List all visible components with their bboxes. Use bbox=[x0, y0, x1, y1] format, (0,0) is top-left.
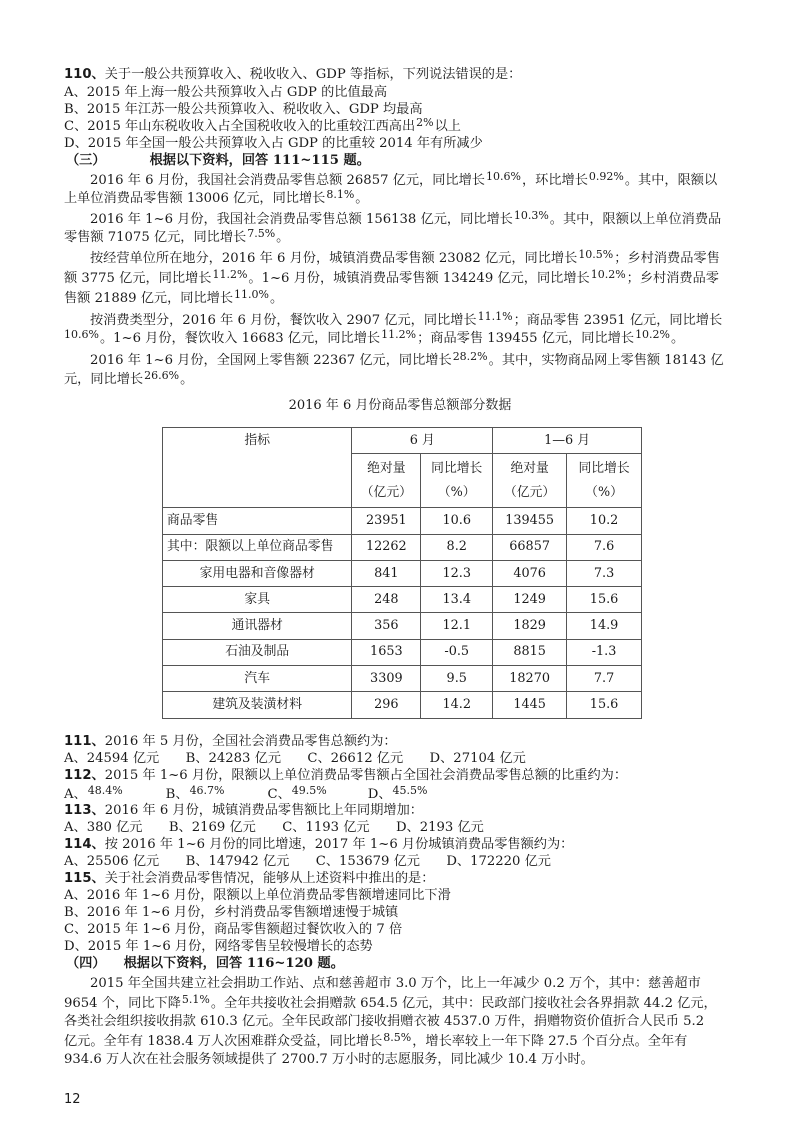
cell-value: 4076 bbox=[493, 560, 567, 586]
growth-value: 7.5% bbox=[247, 227, 276, 240]
row-label: 通讯器材 bbox=[163, 613, 352, 639]
cell-value: 14.9 bbox=[567, 613, 642, 639]
header-growth-jan-june bbox=[567, 454, 642, 508]
row-label: 石油及制品 bbox=[163, 639, 352, 665]
cell-value: 10.6 bbox=[421, 508, 493, 534]
text-segment: 亿元。全年有 1838.4 万人次困难群众受益，同比增长 bbox=[64, 1034, 383, 1049]
table-row bbox=[163, 613, 642, 639]
section3-paragraph-3-line-1 bbox=[90, 250, 720, 268]
section3-paragraph-4-line-2 bbox=[64, 330, 684, 348]
growth-value: 11.0% bbox=[234, 288, 269, 301]
table-row bbox=[163, 587, 642, 613]
text-segment: 2016 年 1~6 月份，我国社会消费品零售总额 156138 亿元，同比增长 bbox=[90, 212, 513, 227]
table-row bbox=[163, 639, 642, 665]
growth-value: 8.1% bbox=[326, 188, 355, 201]
text-segment: 按消费类型分，2016 年 6 月份，餐饮收入 2907 亿元，同比增长 bbox=[90, 313, 477, 328]
text-segment: 。其中，限额以 bbox=[624, 173, 718, 188]
row-label: 家具 bbox=[163, 587, 352, 613]
cell-value: 296 bbox=[352, 692, 421, 718]
q110-option-c-tail: 以上 bbox=[434, 119, 461, 134]
header-growth-june bbox=[421, 454, 493, 508]
text-segment: ；乡村消费品零 bbox=[626, 271, 719, 286]
q114-stem bbox=[64, 836, 573, 854]
cell-value: 356 bbox=[352, 613, 421, 639]
header-june: 6 月 bbox=[352, 428, 493, 454]
header-indicator: 指标 bbox=[163, 428, 352, 508]
section4-title: 根据以下资料，回答 116~120 题。 bbox=[123, 956, 344, 971]
q112-option-c-value: 49.5% bbox=[291, 784, 327, 797]
q112-option-c: C、 bbox=[267, 787, 291, 802]
q111-stem bbox=[64, 733, 397, 751]
q110-number: 110、 bbox=[64, 67, 105, 82]
growth-value: 10.5% bbox=[578, 248, 614, 261]
cell-value: 7.6 bbox=[567, 534, 642, 560]
cell-value: 7.7 bbox=[567, 666, 642, 692]
cell-value: 18270 bbox=[493, 666, 567, 692]
q115-stem bbox=[64, 870, 434, 888]
q112-option-d: D、 bbox=[367, 787, 392, 802]
q114-stem-text: 按 2016 年 1~6 月份的同比增速，2017 年 1~6 月份城镇消费品零售额约为： bbox=[104, 837, 574, 852]
table-row bbox=[163, 692, 642, 718]
table-caption: 2016 年 6 月份商品零售总额部分数据 bbox=[288, 398, 512, 413]
q110-option-c-text: C、2015 年山东税收收入占全国税收收入的比重较江西高出 bbox=[64, 119, 416, 134]
table-row bbox=[163, 508, 642, 534]
growth-value: 0.92% bbox=[588, 170, 624, 183]
q110-option-c bbox=[64, 118, 461, 136]
section4-number: （四） bbox=[66, 956, 106, 971]
row-label: 建筑及装潢材料 bbox=[163, 692, 352, 718]
cell-value: 15.6 bbox=[567, 692, 642, 718]
text-segment: 。 bbox=[180, 372, 194, 387]
text-segment: 2016 年 6 月份，我国社会消费品零售总额 26857 亿元，同比增长 bbox=[90, 173, 485, 188]
growth-value: 5.1% bbox=[181, 993, 210, 1006]
q112-stem bbox=[64, 767, 627, 785]
cell-value: 139455 bbox=[493, 508, 567, 534]
text-segment: 。其中，限额以上单位消费品 bbox=[549, 212, 722, 227]
section4-line-2 bbox=[64, 995, 717, 1013]
cell-value: 1445 bbox=[493, 692, 567, 718]
q114-number: 114、 bbox=[64, 837, 105, 852]
header-unit: （%） bbox=[585, 484, 623, 500]
cell-value: -0.5 bbox=[421, 639, 493, 665]
header-unit: （亿元） bbox=[360, 484, 412, 500]
section3-paragraph-3-line-3 bbox=[64, 290, 283, 308]
row-label: 其中：限额以上单位商品零售 bbox=[163, 534, 352, 560]
header-unit: （亿元） bbox=[504, 484, 556, 500]
text-segment: 零售额 71075 亿元，同比增长 bbox=[64, 230, 247, 245]
q115-option-c: C、2015 年 1~6 月份，商品零售额超过餐饮收入的 7 倍 bbox=[64, 922, 403, 937]
row-label: 汽车 bbox=[163, 666, 352, 692]
text-segment: 2016 年 1~6 月份，全国网上零售额 22367 亿元，同比增长 bbox=[90, 353, 452, 368]
cell-value: 8.2 bbox=[421, 534, 493, 560]
row-label: 商品零售 bbox=[163, 508, 352, 534]
q112-option-a-value: 48.4% bbox=[87, 784, 123, 797]
section3-title: 根据以下资料，回答 111~115 题。 bbox=[149, 153, 370, 168]
q112-option-b: B、 bbox=[165, 787, 189, 802]
q112-option-a: A、 bbox=[64, 787, 87, 802]
retail-data-table bbox=[162, 427, 642, 719]
q110-option-d: D、2015 年全国一般公共预算收入占 GDP 的比重较 2014 年有所减少 bbox=[64, 136, 483, 151]
growth-value: 26.6% bbox=[144, 369, 180, 382]
header-text: 同比增长 bbox=[578, 460, 630, 476]
growth-value: 10.6% bbox=[486, 170, 521, 183]
text-segment: ，环比增长 bbox=[521, 173, 588, 188]
cell-value: 1829 bbox=[493, 613, 567, 639]
section4-line-4 bbox=[64, 1033, 687, 1051]
cell-value: 13.4 bbox=[421, 587, 493, 613]
section3-heading bbox=[66, 152, 370, 170]
growth-value: 10.3% bbox=[513, 209, 549, 222]
header-text: 同比增长 bbox=[431, 460, 483, 476]
header-absolute-jan-june bbox=[493, 454, 567, 508]
text-segment: 。 bbox=[355, 191, 369, 206]
q110-option-c-value: 2% bbox=[416, 116, 434, 129]
table-row bbox=[163, 666, 642, 692]
q113-stem bbox=[64, 802, 423, 820]
section4-line-3: 各类社会组织接收捐款 610.3 亿元。全年民政部门接收捐赠衣被 4537.0 万件，捐赠物资价值折合人民币 5.2 bbox=[64, 1014, 705, 1029]
text-segment: 额 3775 亿元，同比增长 bbox=[64, 271, 212, 286]
q114-options: A、25506 亿元 B、147942 亿元 C、153679 亿元 D、172220 亿元 bbox=[64, 854, 551, 869]
section3-paragraph-3-line-2 bbox=[64, 270, 719, 288]
cell-value: 12262 bbox=[352, 534, 421, 560]
header-jan-june: 1—6 月 bbox=[493, 428, 642, 454]
section4-line-5: 934.6 万人次在社会服务领域提供了 2700.7 万小时的志愿服务，同比减少 10.4 万小时。 bbox=[64, 1052, 594, 1067]
text-segment: ；乡村消费品零售 bbox=[614, 251, 720, 266]
cell-value: 1653 bbox=[352, 639, 421, 665]
text-segment: 。1~6 月份，城镇消费品零售额 134249 亿元，同比增长 bbox=[248, 271, 590, 286]
text-segment: 元，同比增长 bbox=[64, 372, 144, 387]
cell-value: 9.5 bbox=[421, 666, 493, 692]
growth-value: 11.1% bbox=[477, 310, 513, 323]
cell-value: 12.1 bbox=[421, 613, 493, 639]
header-text: 绝对量 bbox=[510, 460, 549, 476]
cell-value: 7.3 bbox=[567, 560, 642, 586]
header-text: 绝对量 bbox=[367, 460, 406, 476]
text-segment: 售额 21889 亿元，同比增长 bbox=[64, 291, 234, 306]
text-segment: 上单位消费品零售额 13006 亿元，同比增长 bbox=[64, 191, 326, 206]
growth-value: 10.6% bbox=[64, 328, 99, 341]
cell-value: 14.2 bbox=[421, 692, 493, 718]
cell-value: -1.3 bbox=[567, 639, 642, 665]
header-unit: （%） bbox=[437, 484, 476, 500]
q110-option-a: A、2015 年上海一般公共预算收入占 GDP 的比值最高 bbox=[64, 85, 388, 100]
q111-stem-text: 2016 年 5 月份，全国社会消费品零售总额约为： bbox=[104, 734, 397, 749]
cell-value: 23951 bbox=[352, 508, 421, 534]
text-segment: 。1~6 月份，餐饮收入 16683 亿元，同比增长 bbox=[99, 331, 381, 346]
cell-value: 15.6 bbox=[567, 587, 642, 613]
q111-options: A、24594 亿元 B、24283 亿元 C、26612 亿元 D、27104 亿元 bbox=[64, 751, 526, 766]
table-row bbox=[163, 560, 642, 586]
cell-value: 8815 bbox=[493, 639, 567, 665]
q115-number: 115、 bbox=[64, 871, 105, 886]
page-number: 12 bbox=[64, 1092, 81, 1107]
q115-option-a: A、2016 年 1~6 月份，限额以上单位消费品零售额增速同比下滑 bbox=[64, 888, 451, 903]
text-segment: 。其中，实物商品网上零售额 18143 亿 bbox=[488, 353, 724, 368]
text-segment: ；商品零售 139455 亿元，同比增长 bbox=[417, 331, 635, 346]
section3-paragraph-5-line-2 bbox=[64, 371, 193, 389]
q110-option-b: B、2015 年江苏一般公共预算收入、税收收入、GDP 均最高 bbox=[64, 102, 423, 117]
q112-option-b-value: 46.7% bbox=[189, 784, 225, 797]
cell-value: 1249 bbox=[493, 587, 567, 613]
growth-value: 10.2% bbox=[590, 268, 626, 281]
q111-number: 111、 bbox=[64, 734, 105, 749]
text-segment: 。 bbox=[276, 230, 290, 245]
growth-value: 11.2% bbox=[212, 268, 248, 281]
q112-stem-text: 2015 年 1~6 月份，限额以上单位消费品零售额占全国社会消费品零售总额的比重约为： bbox=[104, 768, 628, 783]
growth-value: 28.2% bbox=[452, 350, 488, 363]
section3-paragraph-2-line-2 bbox=[64, 229, 289, 247]
cell-value: 10.2 bbox=[567, 508, 642, 534]
section3-paragraph-1-line-2 bbox=[64, 190, 368, 208]
q110-stem-text: 关于一般公共预算收入、税收收入、GDP 等指标，下列说法错误的是： bbox=[104, 67, 522, 82]
row-label: 家用电器和音像器材 bbox=[163, 560, 352, 586]
q113-stem-text: 2016 年 6 月份，城镇消费品零售额比上年同期增加： bbox=[104, 803, 423, 818]
q115-stem-text: 关于社会消费品零售情况，能够从上述资料中推出的是： bbox=[104, 871, 435, 886]
growth-value: 8.5% bbox=[383, 1031, 412, 1044]
section3-paragraph-1-line-1 bbox=[90, 172, 717, 190]
text-segment: 。 bbox=[269, 291, 284, 306]
header-absolute-june bbox=[352, 454, 421, 508]
table-row bbox=[163, 534, 642, 560]
cell-value: 66857 bbox=[493, 534, 567, 560]
section3-number: （三） bbox=[66, 153, 106, 168]
section4-line-1: 2015 年全国共建立社会捐助工作站、点和慈善超市 3.0 万个，比上一年减少 0.2 万个，其中：慈善超市 bbox=[90, 976, 701, 991]
q113-options: A、380 亿元 B、2169 亿元 C、1193 亿元 D、2193 亿元 bbox=[64, 820, 484, 835]
cell-value: 841 bbox=[352, 560, 421, 586]
q112-number: 112、 bbox=[64, 768, 105, 783]
cell-value: 3309 bbox=[352, 666, 421, 692]
q113-number: 113、 bbox=[64, 803, 105, 818]
cell-value: 12.3 bbox=[421, 560, 493, 586]
text-segment: 。全年共接收社会捐赠款 654.5 亿元，其中：民政部门接收社会各界捐款 44.2 亿元， bbox=[210, 996, 717, 1011]
text-segment: ；商品零售 23951 亿元，同比增长 bbox=[513, 313, 723, 328]
section3-paragraph-5-line-1 bbox=[90, 352, 724, 370]
text-segment: 9654 个，同比下降 bbox=[64, 996, 181, 1011]
text-segment: 。 bbox=[671, 331, 685, 346]
cell-value: 248 bbox=[352, 587, 421, 613]
q115-option-d: D、2015 年 1~6 月份，网络零售呈较慢增长的态势 bbox=[64, 939, 373, 954]
q115-option-b: B、2016 年 1~6 月份，乡村消费品零售额增速慢于城镇 bbox=[64, 905, 399, 920]
text-segment: ，增长率较上一年下降 27.5 个百分点。全年有 bbox=[412, 1034, 688, 1049]
growth-value: 10.2% bbox=[635, 328, 671, 341]
q110-stem bbox=[64, 66, 521, 84]
section4-heading bbox=[66, 955, 344, 973]
text-segment: 按经营单位所在地分，2016 年 6 月份，城镇消费品零售额 23082 亿元，同比增长 bbox=[90, 251, 578, 266]
section3-paragraph-2-line-1 bbox=[90, 211, 721, 229]
growth-value: 11.2% bbox=[381, 328, 417, 341]
q112-option-d-value: 45.5% bbox=[392, 784, 428, 797]
